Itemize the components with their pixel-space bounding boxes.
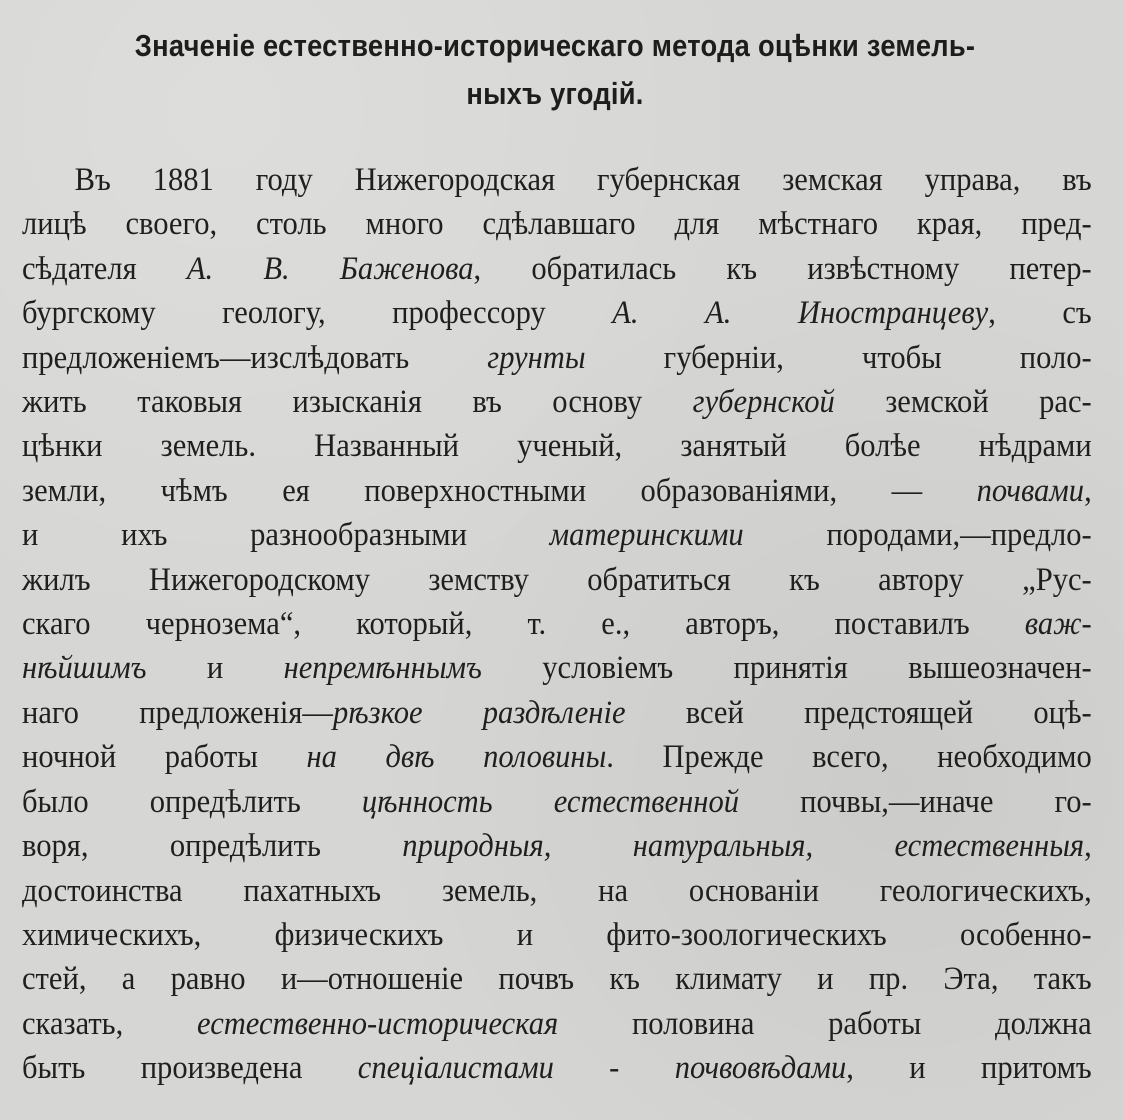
italic-text-segment: рѣзкое раздѣленіе: [332, 694, 626, 731]
text-line: [22, 202, 1092, 246]
text-line: [22, 336, 1092, 380]
italic-text-segment: цѣнность естественной: [361, 783, 739, 820]
text-segment: породами,—предло-: [743, 517, 1092, 554]
text-segment: было опредѣлить: [22, 783, 362, 820]
text-segment: ночной работы: [22, 739, 307, 776]
italic-text-segment: естественно-историческая: [197, 1005, 559, 1042]
text-segment: и: [146, 650, 284, 687]
italic-text-segment: А. В. Баженова: [186, 250, 474, 287]
text-segment: и ихъ разнообразными: [22, 517, 550, 554]
text-segment: всей предстоящей оцѣ-: [625, 694, 1092, 731]
text-segment: бургскому геологу, профессору: [22, 295, 613, 332]
text-line: [22, 735, 1092, 779]
text-line: [22, 513, 1092, 557]
text-segment: цѣнки земель. Названный ученый, занятый болѣе нѣдрами: [22, 428, 1092, 465]
text-line: [22, 424, 1092, 468]
text-segment: предложеніемъ—изслѣдовать: [22, 339, 488, 376]
article-title: [86, 22, 1024, 118]
text-segment: достоинства пахатныхъ земель, на основаніи геологическихъ,: [22, 872, 1092, 909]
text-segment: земли, чѣмъ ея поверхностными образованіями, —: [22, 472, 977, 509]
text-line: [22, 1002, 1092, 1046]
italic-text-segment: А. А. Иностранцеву: [612, 295, 989, 332]
text-segment: земской рас-: [834, 384, 1092, 421]
text-line: [22, 780, 1092, 824]
italic-text-segment: спеціалистами - почвовѣдами: [357, 1050, 847, 1087]
text-line: [22, 291, 1092, 335]
text-segment: стей, а равно и—отношеніе почвъ къ климату и пр. Эта, такъ: [22, 961, 1092, 998]
text-segment: почвы,—иначе го-: [738, 783, 1092, 820]
text-line: [22, 957, 1092, 1001]
text-segment: скаго чернозема“, который, т. е., авторъ, поставилъ: [22, 606, 1025, 643]
text-line: [22, 913, 1092, 957]
text-segment: , обратилась къ извѣстному петер-: [473, 250, 1092, 287]
text-line: [22, 646, 1092, 690]
text-line: [22, 380, 1092, 424]
italic-text-segment: губернской: [692, 384, 835, 421]
title-line-1: Значеніе естественно-историческаго метода оцѣнки земель-: [134, 28, 976, 63]
text-segment: жилъ Нижегородскому земству обратиться къ автору „Рус-: [22, 561, 1092, 598]
text-line: [22, 869, 1092, 913]
text-line: [22, 469, 1092, 513]
text-segment: жить таковыя изысканія въ основу: [22, 384, 693, 421]
text-line: [22, 158, 1092, 202]
article-body: [22, 158, 1092, 1091]
text-line: [22, 691, 1092, 735]
text-line: [22, 602, 1092, 646]
italic-text-segment: почвами: [976, 472, 1085, 509]
text-segment: ,: [1084, 472, 1092, 509]
title-line-2: ныхъ угодій.: [466, 76, 644, 111]
text-line: [22, 1046, 1092, 1090]
italic-text-segment: материнскими: [549, 517, 744, 554]
text-segment: воря, опредѣлить: [22, 828, 403, 865]
text-segment: , съ: [988, 295, 1092, 332]
text-segment: Въ 1881 году Нижегородская губернская земская управа, въ: [74, 162, 1092, 198]
italic-text-segment: грунты: [487, 339, 586, 376]
text-line: [22, 558, 1092, 602]
text-segment: ,: [1084, 828, 1092, 865]
text-segment: . Прежде всего, необходимо: [606, 739, 1092, 776]
text-segment: химическихъ, физическихъ и фито-зоологическихъ особенно-: [22, 916, 1092, 953]
text-segment: сказать,: [22, 1005, 198, 1042]
text-segment: , и притомъ: [846, 1050, 1092, 1087]
text-segment: условіемъ принятія вышеозначен-: [481, 650, 1092, 687]
italic-text-segment: важ-: [1024, 606, 1092, 643]
text-segment: наго предложенія—: [22, 694, 333, 731]
italic-text-segment: непремѣннымъ: [283, 650, 482, 687]
italic-text-segment: на двѣ половины: [306, 739, 607, 776]
text-line: [22, 247, 1092, 291]
text-segment: губерніи, чтобы поло-: [585, 339, 1092, 376]
italic-text-segment: природныя, натуральныя, естественныя: [402, 828, 1085, 865]
text-segment: половина работы должна: [558, 1005, 1092, 1042]
text-segment: быть произведена: [22, 1050, 358, 1087]
text-segment: сѣдателя: [22, 250, 187, 287]
text-segment: лицѣ своего, столь много сдѣлавшаго для мѣстнаго края, пред-: [22, 206, 1092, 243]
text-line: [22, 824, 1092, 868]
italic-text-segment: нѣйшимъ: [22, 650, 147, 687]
